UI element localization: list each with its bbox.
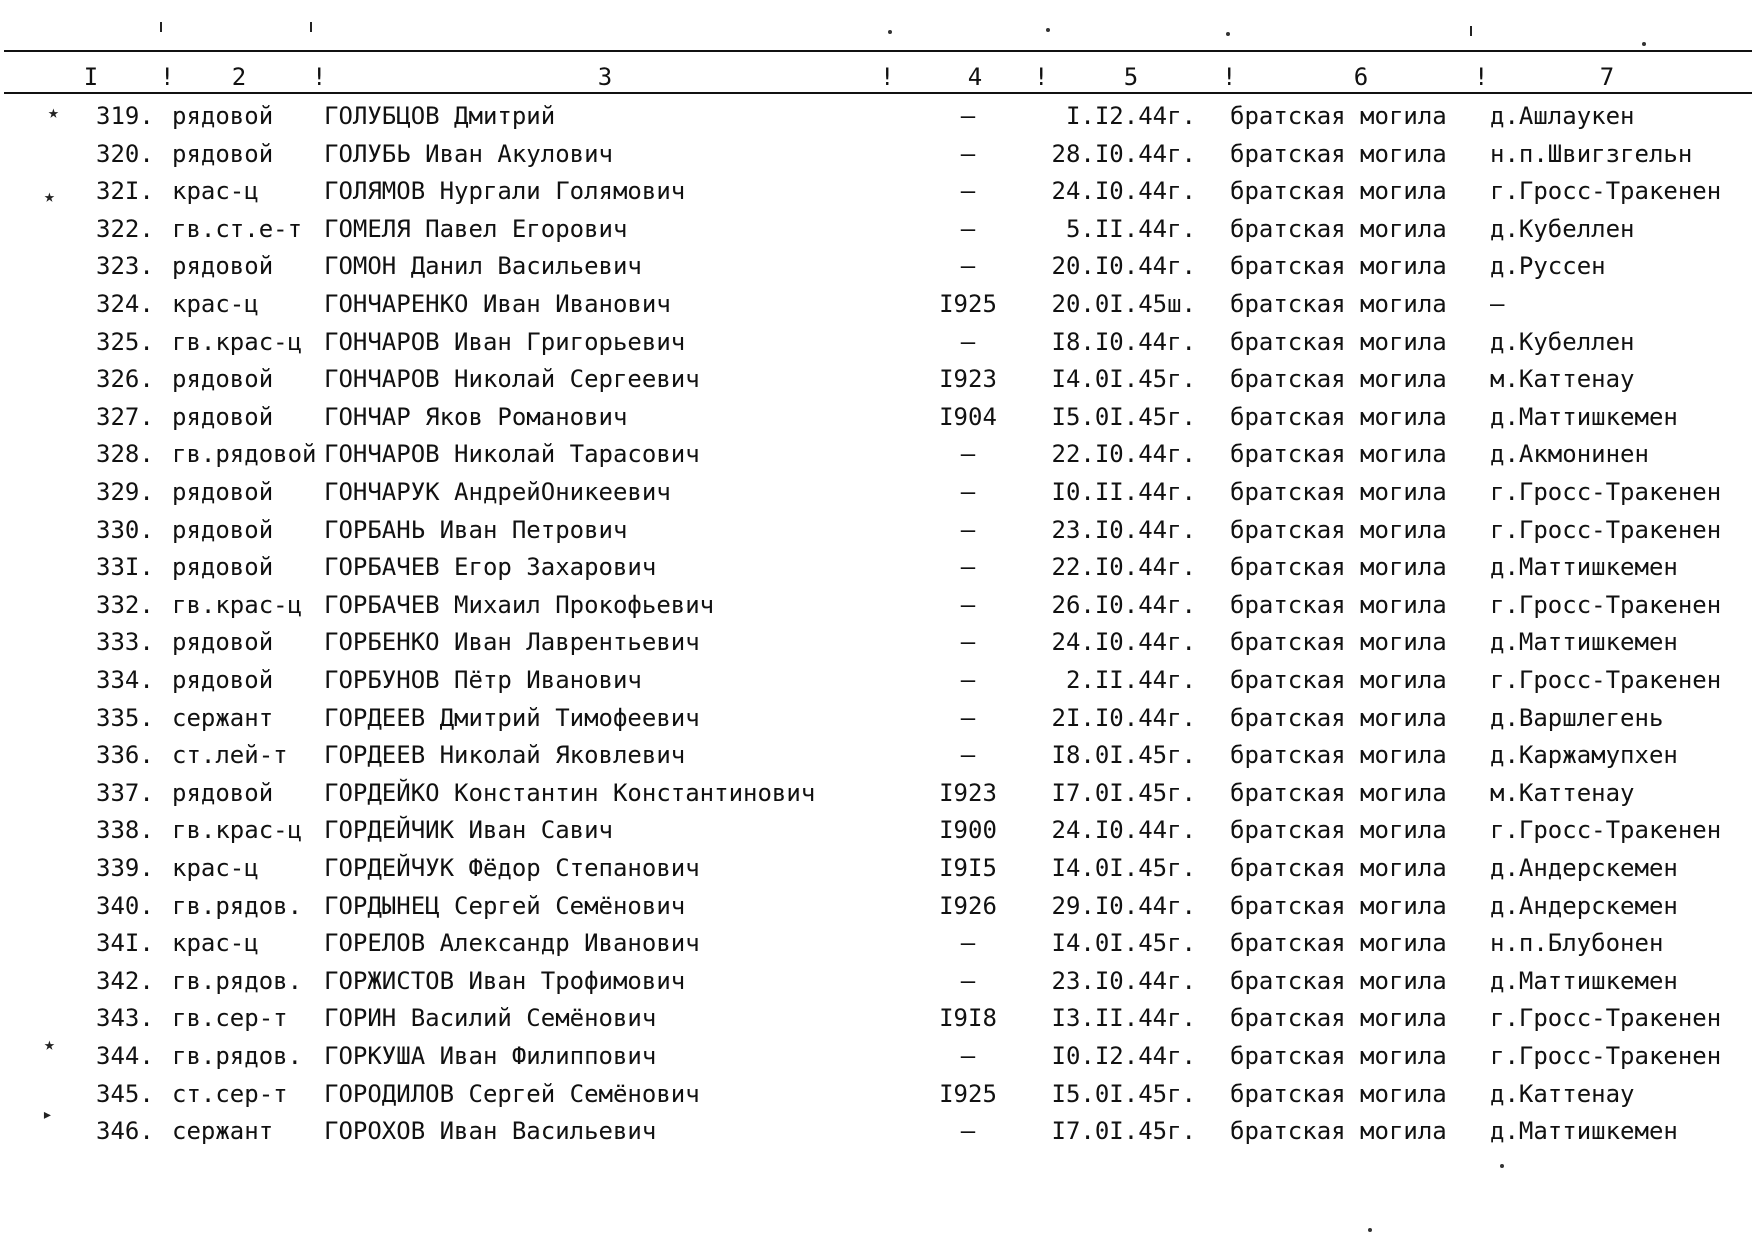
col-header-6: 6 <box>1353 63 1369 91</box>
table-row <box>0 662 1754 698</box>
row-number: 337. <box>96 778 154 807</box>
row-full-name: ГОЛЯМОВ Нургали Голямович <box>324 177 686 206</box>
table-row <box>0 286 1754 322</box>
row-birth-year: I925 <box>939 1079 997 1108</box>
row-full-name: ГОРБАЧЕВ Михаил Прокофьевич <box>324 590 715 619</box>
row-number: 345. <box>96 1079 154 1108</box>
row-full-name: ГОНЧАРОВ Николай Тарасович <box>324 440 700 469</box>
row-birth-year: I900 <box>939 816 997 845</box>
col-separator: ! <box>1034 63 1049 91</box>
row-burial-type: братская могила <box>1230 778 1447 807</box>
row-burial-type: братская могила <box>1230 102 1447 130</box>
row-birth-year: – <box>960 478 976 506</box>
row-number: 340. <box>96 891 154 920</box>
row-death-date: I0.I2.44г. <box>1051 1042 1196 1070</box>
row-rank: гв.рядов. <box>172 966 303 995</box>
row-rank: гв.рядовой <box>172 440 317 469</box>
row-full-name: ГОРДЕЕВ Николай Яковлевич <box>324 741 686 770</box>
row-burial-location: д.Маттишкемен <box>1490 1117 1678 1146</box>
row-rank: крас-ц <box>172 177 259 206</box>
row-burial-type: братская могила <box>1230 139 1447 168</box>
col-header-2: 2 <box>231 63 247 91</box>
row-birth-year: – <box>960 966 976 995</box>
table-row <box>0 888 1754 924</box>
col-header-1: I <box>83 63 99 91</box>
row-full-name: ГОРОДИЛОВ Сергей Семёнович <box>324 1079 700 1108</box>
scan-speck <box>1046 28 1050 32</box>
row-birth-year: – <box>960 1117 976 1146</box>
row-rank: гв.рядов. <box>172 1042 303 1070</box>
row-number: 342. <box>96 966 154 995</box>
table-row <box>0 624 1754 660</box>
row-rank: крас-ц <box>172 290 259 318</box>
row-rank: гв.крас-ц <box>172 327 303 356</box>
row-burial-location: г.Гросс-Тракенен <box>1490 177 1722 206</box>
row-death-date: I4.0I.45г. <box>1051 854 1196 882</box>
col-separator: ! <box>1474 63 1489 91</box>
row-death-date: 24.I0.44г. <box>1051 628 1196 657</box>
row-death-date: I4.0I.45г. <box>1051 929 1196 958</box>
margin-mark: ★ <box>44 186 55 207</box>
table-row <box>0 361 1754 397</box>
row-rank: рядовой <box>172 365 274 394</box>
row-full-name: ГОРБУНОВ Пётр Иванович <box>324 666 642 694</box>
row-death-date: I5.0I.45г. <box>1051 402 1196 431</box>
row-full-name: ГОНЧАРОВ Иван Григорьевич <box>324 327 686 356</box>
row-rank: рядовой <box>172 102 274 130</box>
row-rank: гв.рядов. <box>172 891 303 920</box>
row-burial-type: братская могила <box>1230 252 1447 281</box>
row-death-date: I3.II.44г. <box>1051 1004 1196 1033</box>
row-full-name: ГОРБЕНКО Иван Лаврентьевич <box>324 628 700 657</box>
row-birth-year: I926 <box>939 891 997 920</box>
row-number: 343. <box>96 1004 154 1033</box>
table-row <box>0 1113 1754 1149</box>
table-row <box>0 775 1754 811</box>
row-burial-location: н.п.Блубонен <box>1490 929 1664 958</box>
row-rank: гв.крас-ц <box>172 816 303 845</box>
row-rank: ст.лей-т <box>172 741 288 770</box>
table-row <box>0 248 1754 284</box>
row-burial-location: м.Каттенау <box>1490 778 1635 807</box>
col-header-3: 3 <box>597 63 613 91</box>
row-full-name: ГОРДЕЙКО Константин Константинович <box>324 778 816 807</box>
row-burial-location: г.Гросс-Тракенен <box>1490 816 1722 845</box>
row-birth-year: – <box>960 666 976 694</box>
row-burial-location: д.Акмонинен <box>1490 440 1649 469</box>
row-burial-type: братская могила <box>1230 478 1447 506</box>
row-death-date: I.I2.44г. <box>1065 102 1196 130</box>
margin-mark: ★ <box>44 1034 55 1055</box>
row-birth-year: – <box>960 929 976 958</box>
row-burial-location: д.Андерскемен <box>1490 854 1678 882</box>
table-row <box>0 549 1754 585</box>
row-number: 344. <box>96 1042 154 1070</box>
row-full-name: ГОМЕЛЯ Павел Егорович <box>324 214 628 243</box>
row-death-date: 2.II.44г. <box>1065 666 1196 694</box>
row-burial-location: д.Руссен <box>1490 252 1606 281</box>
row-full-name: ГОРДЕЕВ Дмитрий Тимофеевич <box>324 703 700 732</box>
row-death-date: 20.0I.45ш. <box>1051 290 1196 318</box>
row-birth-year: – <box>960 214 976 243</box>
row-burial-type: братская могила <box>1230 290 1447 318</box>
row-birth-year: – <box>960 252 976 281</box>
row-rank: гв.крас-ц <box>172 590 303 619</box>
row-death-date: 2I.I0.44г. <box>1051 703 1196 732</box>
row-burial-type: братская могила <box>1230 891 1447 920</box>
row-death-date: 22.I0.44г. <box>1051 553 1196 582</box>
row-full-name: ГОНЧАРУК АндрейОникеевич <box>324 478 671 506</box>
row-rank: рядовой <box>172 478 274 506</box>
row-burial-type: братская могила <box>1230 666 1447 694</box>
table-row <box>0 587 1754 623</box>
row-number: 328. <box>96 440 154 469</box>
table-row <box>0 1000 1754 1036</box>
row-burial-location: д.Маттишкемен <box>1490 628 1678 657</box>
row-rank: рядовой <box>172 778 274 807</box>
row-death-date: 24.I0.44г. <box>1051 177 1196 206</box>
row-full-name: ГОРИН Василий Семёнович <box>324 1004 657 1033</box>
row-rank: рядовой <box>172 515 274 544</box>
row-death-date: I7.0I.45г. <box>1051 1117 1196 1146</box>
row-death-date: I8.I0.44г. <box>1051 327 1196 356</box>
row-burial-type: братская могила <box>1230 327 1447 356</box>
row-number: 332. <box>96 590 154 619</box>
row-burial-location: д.Маттишкемен <box>1490 553 1678 582</box>
row-number: 329. <box>96 478 154 506</box>
row-burial-location: д.Каттенау <box>1490 1079 1635 1108</box>
row-number: 34I. <box>96 929 154 958</box>
row-rank: ст.сер-т <box>172 1079 288 1108</box>
scan-speck <box>1226 32 1230 36</box>
row-rank: рядовой <box>172 628 274 657</box>
table-row <box>0 98 1754 134</box>
row-burial-location: г.Гросс-Тракенен <box>1490 478 1722 506</box>
col-header-4: 4 <box>967 63 983 91</box>
row-full-name: ГОРЖИСТОВ Иван Трофимович <box>324 966 686 995</box>
row-burial-location: д.Ашлаукен <box>1490 102 1635 130</box>
row-burial-location: д.Кубеллен <box>1490 214 1635 243</box>
row-death-date: 28.I0.44г. <box>1051 139 1196 168</box>
row-burial-type: братская могила <box>1230 553 1447 582</box>
row-burial-location: д.Маттишкемен <box>1490 402 1678 431</box>
row-birth-year: – <box>960 1042 976 1070</box>
table-row <box>0 399 1754 435</box>
row-rank: гв.ст.е-т <box>172 214 303 243</box>
row-burial-type: братская могила <box>1230 214 1447 243</box>
row-burial-location: г.Гросс-Тракенен <box>1490 590 1722 619</box>
table-row <box>0 737 1754 773</box>
row-death-date: 22.I0.44г. <box>1051 440 1196 469</box>
row-number: 322. <box>96 214 154 243</box>
row-birth-year: I923 <box>939 365 997 394</box>
row-number: 324. <box>96 290 154 318</box>
row-birth-year: – <box>960 177 976 206</box>
col-separator: ! <box>312 63 327 91</box>
row-birth-year: – <box>960 139 976 168</box>
row-number: 338. <box>96 816 154 845</box>
col-separator: ! <box>160 63 175 91</box>
row-full-name: ГОРБАЧЕВ Егор Захарович <box>324 553 657 582</box>
table-row <box>0 850 1754 886</box>
row-number: 33I. <box>96 553 154 582</box>
row-full-name: ГОРЕЛОВ Александр Иванович <box>324 929 700 958</box>
row-burial-type: братская могила <box>1230 515 1447 544</box>
row-burial-type: братская могила <box>1230 402 1447 431</box>
row-birth-year: I9I8 <box>939 1004 997 1033</box>
table-row <box>0 1038 1754 1074</box>
row-rank: рядовой <box>172 252 274 281</box>
scan-speck <box>1642 42 1646 46</box>
table-row <box>0 324 1754 360</box>
row-full-name: ГОМОН Данил Васильевич <box>324 252 642 281</box>
row-birth-year: – <box>960 590 976 619</box>
row-birth-year: I9I5 <box>939 854 997 882</box>
row-death-date: 23.I0.44г. <box>1051 515 1196 544</box>
row-rank: крас-ц <box>172 854 259 882</box>
table-row <box>0 812 1754 848</box>
row-rank: рядовой <box>172 553 274 582</box>
row-birth-year: – <box>960 102 976 130</box>
row-death-date: I7.0I.45г. <box>1051 778 1196 807</box>
row-death-date: I8.0I.45г. <box>1051 741 1196 770</box>
row-number: 32I. <box>96 177 154 206</box>
table-row <box>0 474 1754 510</box>
row-death-date: 26.I0.44г. <box>1051 590 1196 619</box>
row-full-name: ГОРДЫНЕЦ Сергей Семёнович <box>324 891 686 920</box>
table-header-rule <box>4 92 1752 94</box>
row-birth-year: I904 <box>939 402 997 431</box>
row-number: 327. <box>96 402 154 431</box>
scan-speck <box>1368 1228 1372 1232</box>
row-death-date: I0.II.44г. <box>1051 478 1196 506</box>
row-burial-location: м.Каттенау <box>1490 365 1635 394</box>
scan-tick <box>160 22 162 32</box>
row-full-name: ГОЛУБЦОВ Дмитрий <box>324 102 556 130</box>
table-row <box>0 700 1754 736</box>
table-row <box>0 436 1754 472</box>
row-number: 333. <box>96 628 154 657</box>
table-row <box>0 136 1754 172</box>
row-number: 319. <box>96 102 154 130</box>
row-birth-year: – <box>960 515 976 544</box>
row-number: 325. <box>96 327 154 356</box>
scan-speck <box>888 30 892 34</box>
col-separator: ! <box>1222 63 1237 91</box>
row-full-name: ГОРДЕЙЧИК Иван Савич <box>324 816 613 845</box>
row-number: 320. <box>96 139 154 168</box>
col-separator: ! <box>880 63 895 91</box>
row-burial-location: г.Гросс-Тракенен <box>1490 1042 1722 1070</box>
row-birth-year: – <box>960 553 976 582</box>
scan-speck <box>1500 1164 1504 1168</box>
row-death-date: 23.I0.44г. <box>1051 966 1196 995</box>
row-burial-type: братская могила <box>1230 854 1447 882</box>
row-number: 323. <box>96 252 154 281</box>
row-death-date: 20.I0.44г. <box>1051 252 1196 281</box>
col-header-5: 5 <box>1123 63 1139 91</box>
row-death-date: I5.0I.45г. <box>1051 1079 1196 1108</box>
row-burial-type: братская могила <box>1230 1079 1447 1108</box>
table-header <box>0 62 1754 92</box>
row-full-name: ГОНЧАР Яков Романович <box>324 402 628 431</box>
row-full-name: ГОРБАНЬ Иван Петрович <box>324 515 628 544</box>
row-burial-location: – <box>1490 290 1505 318</box>
row-birth-year: – <box>960 741 976 770</box>
row-birth-year: – <box>960 440 976 469</box>
col-header-7: 7 <box>1599 63 1615 91</box>
row-number: 334. <box>96 666 154 694</box>
row-burial-location: г.Гросс-Тракенен <box>1490 666 1722 694</box>
table-row <box>0 925 1754 961</box>
row-full-name: ГОЛУБЬ Иван Акулович <box>324 139 613 168</box>
row-full-name: ГОРОХОВ Иван Васильевич <box>324 1117 657 1146</box>
row-rank: рядовой <box>172 402 274 431</box>
row-burial-location: н.п.Швигзгельн <box>1490 139 1693 168</box>
row-number: 339. <box>96 854 154 882</box>
row-burial-type: братская могила <box>1230 1042 1447 1070</box>
row-rank: крас-ц <box>172 929 259 958</box>
row-birth-year: I923 <box>939 778 997 807</box>
row-burial-type: братская могила <box>1230 703 1447 732</box>
row-death-date: 5.II.44г. <box>1065 214 1196 243</box>
table-row <box>0 211 1754 247</box>
row-birth-year: – <box>960 628 976 657</box>
row-burial-location: д.Маттишкемен <box>1490 966 1678 995</box>
row-burial-type: братская могила <box>1230 966 1447 995</box>
table-row <box>0 1076 1754 1112</box>
row-full-name: ГОНЧАРОВ Николай Сергеевич <box>324 365 700 394</box>
margin-mark: ▸ <box>42 1104 53 1125</box>
row-burial-location: д.Варшлегень <box>1490 703 1664 732</box>
row-death-date: 24.I0.44г. <box>1051 816 1196 845</box>
row-rank: рядовой <box>172 666 274 694</box>
row-burial-type: братская могила <box>1230 1004 1447 1033</box>
row-burial-location: д.Каржамупхен <box>1490 741 1678 770</box>
row-burial-type: братская могила <box>1230 365 1447 394</box>
row-birth-year: – <box>960 327 976 356</box>
row-burial-type: братская могила <box>1230 440 1447 469</box>
row-burial-location: д.Кубеллен <box>1490 327 1635 356</box>
row-birth-year: – <box>960 703 976 732</box>
row-death-date: I4.0I.45г. <box>1051 365 1196 394</box>
row-rank: рядовой <box>172 139 274 168</box>
table-top-rule <box>4 50 1752 52</box>
row-full-name: ГОРКУША Иван Филиппович <box>324 1042 657 1070</box>
row-full-name: ГОНЧАРЕНКО Иван Иванович <box>324 290 671 318</box>
margin-mark: ★ <box>48 102 59 123</box>
row-rank: сержант <box>172 1117 274 1146</box>
row-number: 326. <box>96 365 154 394</box>
row-number: 330. <box>96 515 154 544</box>
row-number: 335. <box>96 703 154 732</box>
row-burial-location: г.Гросс-Тракенен <box>1490 1004 1722 1033</box>
row-burial-location: г.Гросс-Тракенен <box>1490 515 1722 544</box>
row-burial-type: братская могила <box>1230 590 1447 619</box>
row-burial-type: братская могила <box>1230 816 1447 845</box>
row-birth-year: I925 <box>939 290 997 318</box>
row-full-name: ГОРДЕЙЧУК Фёдор Степанович <box>324 854 700 882</box>
row-burial-type: братская могила <box>1230 177 1447 206</box>
scan-tick <box>310 22 312 32</box>
row-rank: сержант <box>172 703 274 732</box>
row-rank: гв.сер-т <box>172 1004 288 1033</box>
row-number: 336. <box>96 741 154 770</box>
row-burial-type: братская могила <box>1230 1117 1447 1146</box>
row-number: 346. <box>96 1117 154 1146</box>
row-burial-location: д.Андерскемен <box>1490 891 1678 920</box>
row-burial-type: братская могила <box>1230 929 1447 958</box>
row-death-date: 29.I0.44г. <box>1051 891 1196 920</box>
table-row <box>0 512 1754 548</box>
scan-tick <box>1470 26 1472 36</box>
row-burial-type: братская могила <box>1230 741 1447 770</box>
table-row <box>0 173 1754 209</box>
row-burial-type: братская могила <box>1230 628 1447 657</box>
table-row <box>0 963 1754 999</box>
